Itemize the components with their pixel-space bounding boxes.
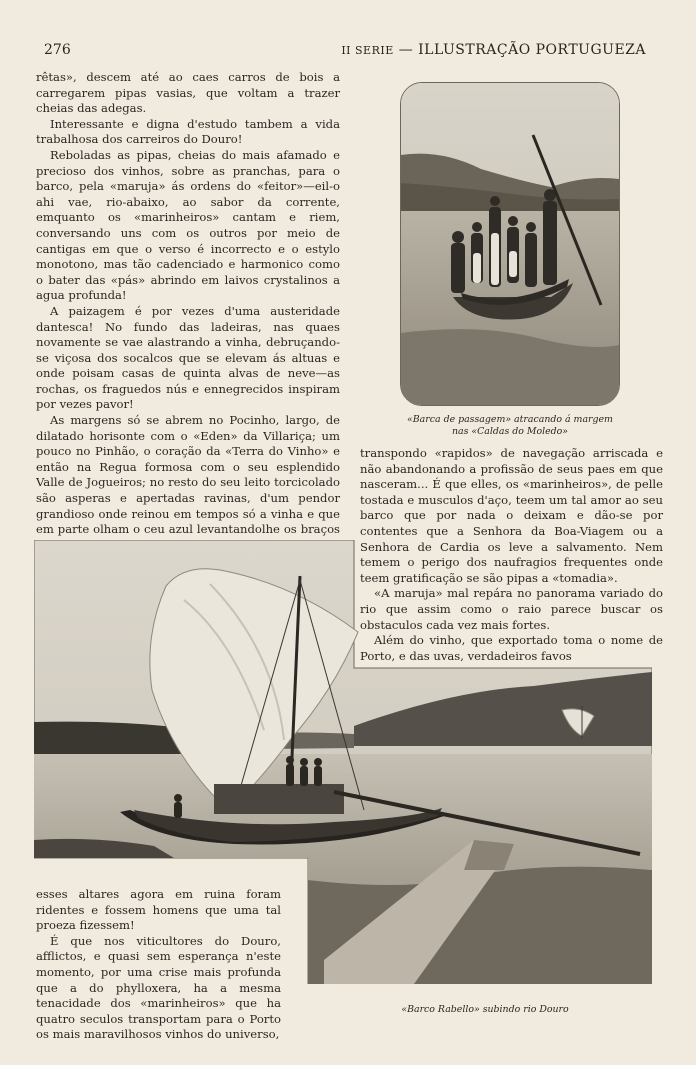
header-dash: — (398, 42, 419, 58)
paragraph: esses altares agora em ruina foram ridentes e fossem homens que uma tal proeza fizessem! (36, 887, 281, 933)
photo-ferry-boat (400, 82, 620, 406)
paragraph: A paizagem é por vezes d'uma austeridade dantesca! No fundo das ladeiras, nas quaes novamente se vae alastrando a vinha, debruçando-se viçosa dos socalcos que se elevam ás altuas e onde poisam casas de quinta alvas de neve—as rochas, os fraguedos nús e ennegrecidos inspiram por vezes pavor! (36, 303, 340, 412)
running-header (341, 42, 646, 58)
paragraph: rêtas», descem até ao caes carros de bois a carregarem pipas vasias, que voltam a trazer cheias das adegas. (36, 70, 340, 116)
magazine-title: ILLUSTRAÇÃO PORTUGUEZA (418, 42, 646, 58)
photo-caption-rabelo: «Barco Rabello» subindo rio Douro (401, 1004, 569, 1015)
paragraph: Além do vinho, que exportado toma o nome de Porto, e das uvas, verdadeiros favos (360, 633, 663, 663)
page-number: 276 (44, 42, 71, 58)
series-label: II SERIE (341, 44, 394, 57)
text-column-left-top (36, 70, 340, 585)
photo-caption-ferry: «Barca de passagem» atracando á margem nas «Caldas do Moledo» (407, 414, 613, 437)
paragraph: É que nos viticultores do Douro, afflictos, e quasi sem esperança n'este momento, por uma crise mais profunda que a do phylloxera, ha a mesma tenacidade dos «marinheiros» que ha quatro seculos transportam para o Porto os mais maravilhosos vinhos do universo, (36, 933, 281, 1042)
paragraph: transpondo «rapidos» de navegação arriscada e não abandonando a profissão de seus paes em que nasceram... É que elles, os «marinheiros», de pelle tostada e musculos d'aço, teem um tal amor ao seu barco que por nada o deixam e dão-se por contentes que a Senhora da Boa-Viagem ou a Senhora de Cardia os leve a salvamento. Nem temem o perigo dos naufragios frequentes onde teem gratificação se são pipas a «tomadia». (360, 446, 663, 585)
paragraph: As margens só se abrem no Pocinho, largo, de dilatado horisonte com o «Eden» da Villariça; um pouco no Pinhão, o coração da «Terra do Vinho» e então na Regua formosa com o seu esplendido Valle de Jogueiros; no resto do seu leito torcicolado são asperas e apertadas ravinas, d'um pendor grandioso onde reinou em tempos só a vinha e que em parte olham o ceu azul levantandolhe os braços (36, 413, 340, 537)
paragraph: Interessante e digna d'estudo tambem a vida trabalhosa dos carreiros do Douro! (36, 116, 340, 147)
text-column-left-bottom (36, 887, 281, 1043)
paragraph: «A maruja» mal repára no panorama variado do rio que assim como o raio parece buscar os obstaculos cada vez mais fortes. (360, 586, 663, 632)
paragraph: Reboladas as pipas, cheias do mais afamado e precioso dos vinhos, sobre as pranchas, para o barco, pela «maruja» ás ordens do «feitor»—eil-o ahi vae, rio-abaixo, ao sabor da corrente, emquanto os «marinheiros» cantam e riem, conversando uns com os outros por meio de cantigas em que o verso é incorrecto e o estylo monotono, mas tão cadenciado e harmonico como o bater das «pás» abrindo em laivos crystalinos a agua profunda! (36, 147, 340, 303)
